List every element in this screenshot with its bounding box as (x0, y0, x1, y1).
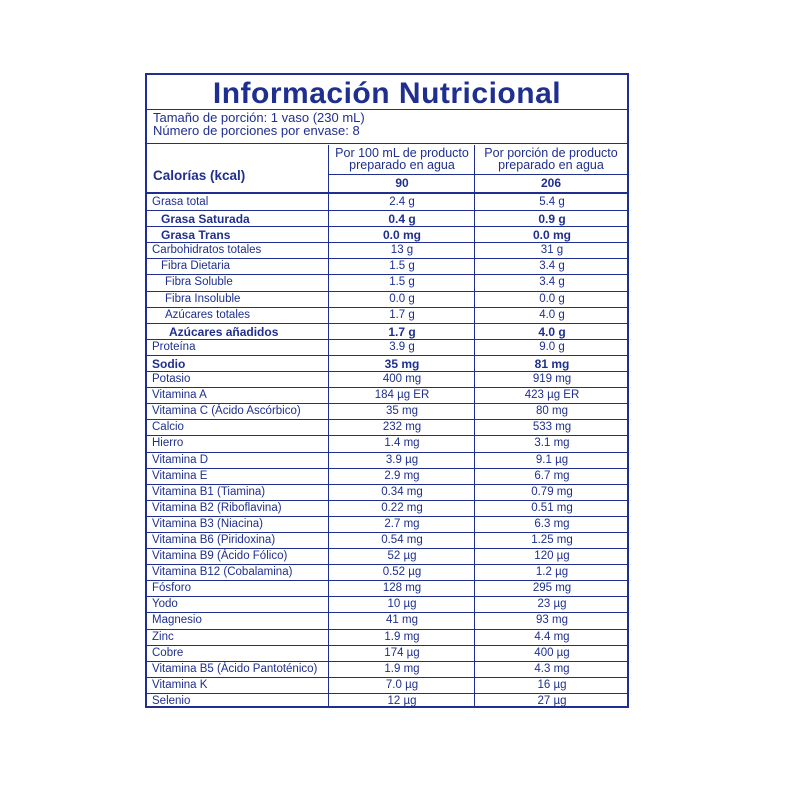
value-per-100ml: 41 mg (386, 614, 418, 627)
calories-per-100ml: 90 (395, 176, 409, 190)
nutrient-name: Vitamina A (152, 389, 207, 402)
table-row (147, 259, 627, 275)
nutrient-name: Carbohidratos totales (152, 244, 262, 257)
column-header-line: Por porción de producto (484, 146, 618, 160)
value-per-serving: 0.0 g (539, 292, 565, 305)
column-header-per-serving (475, 147, 627, 171)
table-row (147, 211, 627, 227)
nutrient-name: Selenio (152, 694, 191, 707)
value-per-serving: 3.4 g (539, 276, 565, 289)
value-per-100ml: 174 µg (384, 646, 420, 659)
value-per-100ml: 0.52 µg (382, 566, 422, 579)
table-row (147, 453, 627, 469)
value-per-100ml: 35 mg (384, 356, 420, 371)
table-row (147, 420, 627, 436)
value-per-100ml: 10 µg (387, 598, 417, 611)
table-row (147, 404, 627, 420)
value-per-serving: 3.1 mg (534, 437, 570, 450)
table-row (147, 517, 627, 533)
value-per-serving: 295 mg (532, 582, 572, 595)
nutrient-name: Vitamina B1 (Tiamina) (152, 485, 266, 498)
value-per-serving: 4.4 mg (534, 630, 570, 643)
table-row (147, 630, 627, 646)
nutrient-name: Vitamina B5 (Ácido Pantoténico) (152, 662, 318, 675)
table-row (147, 356, 627, 372)
value-per-serving: 1.25 mg (531, 533, 573, 546)
calories-per-serving: 206 (540, 176, 562, 190)
value-per-serving: 80 mg (536, 405, 568, 418)
table-row (147, 613, 627, 629)
value-per-serving: 4.3 mg (534, 662, 570, 675)
value-per-serving: 27 µg (537, 694, 567, 707)
value-per-serving: 16 µg (537, 678, 567, 691)
value-per-serving: 3.4 g (539, 260, 565, 273)
value-per-100ml: 35 mg (386, 405, 418, 418)
divider (147, 192, 627, 194)
nutrient-name: Fibra Dietaria (161, 260, 231, 273)
value-per-100ml: 0.4 g (388, 212, 416, 227)
value-per-100ml: 1.5 g (389, 276, 415, 289)
nutrient-name: Vitamina B12 (Cobalamina) (152, 566, 293, 579)
table-row (147, 501, 627, 517)
table-row (147, 533, 627, 549)
value-per-serving: 919 mg (532, 373, 572, 386)
value-per-serving: 120 µg (534, 550, 570, 563)
value-per-100ml: 3.9 µg (385, 453, 419, 466)
value-per-100ml: 1.9 mg (384, 662, 420, 675)
table-row (147, 308, 627, 324)
value-per-serving: 0.0 mg (532, 228, 571, 243)
value-per-100ml: 1.9 mg (384, 630, 420, 643)
value-per-100ml: 400 mg (382, 373, 422, 386)
nutrient-name: Vitamina E (152, 469, 208, 482)
value-per-100ml: 1.5 g (389, 260, 415, 273)
nutrient-name: Azúcares añadidos (169, 324, 279, 339)
nutrient-name: Vitamina B6 (Piridoxina) (152, 533, 276, 546)
nutrient-name: Fibra Soluble (165, 276, 233, 289)
value-per-serving: 1.2 µg (535, 566, 569, 579)
nutrient-name: Cobre (152, 646, 184, 659)
table-row (147, 662, 627, 678)
value-per-serving: 0.79 mg (531, 485, 573, 498)
value-per-100ml: 184 µg ER (374, 389, 430, 402)
nutrient-name: Grasa Saturada (161, 212, 250, 227)
value-per-serving: 6.7 mg (534, 469, 570, 482)
value-per-100ml: 1.4 mg (384, 437, 420, 450)
nutrient-name: Azúcares totales (165, 308, 251, 321)
value-per-100ml: 0.34 mg (381, 485, 423, 498)
value-per-100ml: 0.0 mg (382, 228, 421, 243)
value-per-100ml: 128 mg (382, 582, 422, 595)
value-per-serving: 4.0 g (538, 324, 566, 339)
table-row (147, 581, 627, 597)
servings-per-container: Número de porciones por envase: 8 (153, 122, 360, 138)
nutrient-name: Vitamina B3 (Niacina) (152, 517, 264, 530)
table-row (147, 565, 627, 581)
value-per-100ml: 7.0 µg (385, 678, 419, 691)
nutrient-name: Vitamina B9 (Ácido Fólico) (152, 550, 288, 563)
value-per-100ml: 0.0 g (389, 292, 415, 305)
table-row (147, 275, 627, 291)
value-per-100ml: 232 mg (382, 421, 422, 434)
divider (147, 143, 627, 144)
table-row (147, 646, 627, 662)
nutrient-name: Proteína (152, 340, 196, 353)
nutrient-name: Magnesio (152, 614, 202, 627)
nutrient-name: Vitamina C (Ácido Ascórbico) (152, 405, 301, 418)
value-per-100ml: 2.4 g (389, 196, 415, 208)
value-per-serving: 0.9 g (538, 212, 566, 227)
value-per-serving: 9.0 g (539, 340, 565, 353)
table-row (147, 372, 627, 388)
value-per-serving: 93 mg (536, 614, 568, 627)
column-header-line: preparado en agua (498, 158, 604, 172)
nutrient-name: Sodio (152, 356, 186, 371)
column-header-line: Por 100 mL de producto (335, 146, 469, 160)
serving-size: Tamaño de porción: 1 vaso (230 mL) (153, 110, 365, 125)
calories-label: Calorías (kcal) (153, 168, 246, 183)
value-per-serving: 23 µg (537, 598, 567, 611)
value-per-serving: 533 mg (532, 421, 572, 434)
value-per-100ml: 52 µg (387, 550, 417, 563)
value-per-100ml: 2.7 mg (384, 517, 420, 530)
nutrient-name: Zinc (152, 630, 174, 643)
value-per-serving: 81 mg (534, 356, 570, 371)
table-row (147, 678, 627, 694)
value-per-serving: 423 µg ER (524, 389, 580, 402)
panel-title: Información Nutricional (212, 77, 562, 110)
table-row (147, 549, 627, 565)
value-per-serving: 31 g (540, 244, 564, 257)
nutrient-name: Potasio (152, 373, 191, 386)
table-row (147, 436, 627, 452)
value-per-serving: 400 µg (534, 646, 570, 659)
table-row (147, 388, 627, 404)
value-per-serving: 4.0 g (539, 308, 565, 321)
column-header-line: preparado en agua (349, 158, 455, 172)
value-per-100ml: 0.54 mg (381, 533, 423, 546)
nutrient-name: Fósforo (152, 582, 191, 595)
table-row (147, 597, 627, 613)
nutrient-table (147, 195, 627, 710)
table-row (147, 324, 627, 340)
nutrient-name: Yodo (152, 598, 178, 611)
table-row (147, 485, 627, 501)
table-row (147, 243, 627, 259)
value-per-100ml: 1.7 g (389, 308, 415, 321)
nutrient-name: Grasa total (152, 196, 209, 208)
nutrient-name: Calcio (152, 421, 184, 434)
serving-info (153, 112, 365, 137)
value-per-serving: 6.3 mg (534, 517, 570, 530)
table-row (147, 340, 627, 356)
nutrient-name: Fibra Insoluble (165, 292, 241, 305)
nutrient-name: Vitamina D (152, 453, 209, 466)
column-header-per-100ml (329, 147, 475, 171)
table-row (147, 469, 627, 485)
nutrient-name: Hierro (152, 437, 184, 450)
nutrient-name: Grasa Trans (161, 228, 231, 243)
value-per-serving: 0.51 mg (531, 501, 573, 514)
table-row (147, 292, 627, 308)
value-per-100ml: 1.7 g (388, 324, 416, 339)
nutrition-facts-panel (145, 73, 629, 708)
value-per-100ml: 0.22 mg (381, 501, 423, 514)
table-row (147, 694, 627, 710)
value-per-100ml: 3.9 g (389, 340, 415, 353)
value-per-serving: 5.4 g (539, 196, 565, 208)
value-per-100ml: 12 µg (387, 694, 417, 707)
value-per-serving: 9.1 µg (535, 453, 569, 466)
value-per-100ml: 2.9 mg (384, 469, 420, 482)
nutrient-name: Vitamina B2 (Riboflavina) (152, 501, 282, 514)
table-row (147, 195, 627, 211)
value-per-100ml: 13 g (390, 244, 414, 257)
nutrient-name: Vitamina K (152, 678, 208, 691)
table-row (147, 227, 627, 243)
